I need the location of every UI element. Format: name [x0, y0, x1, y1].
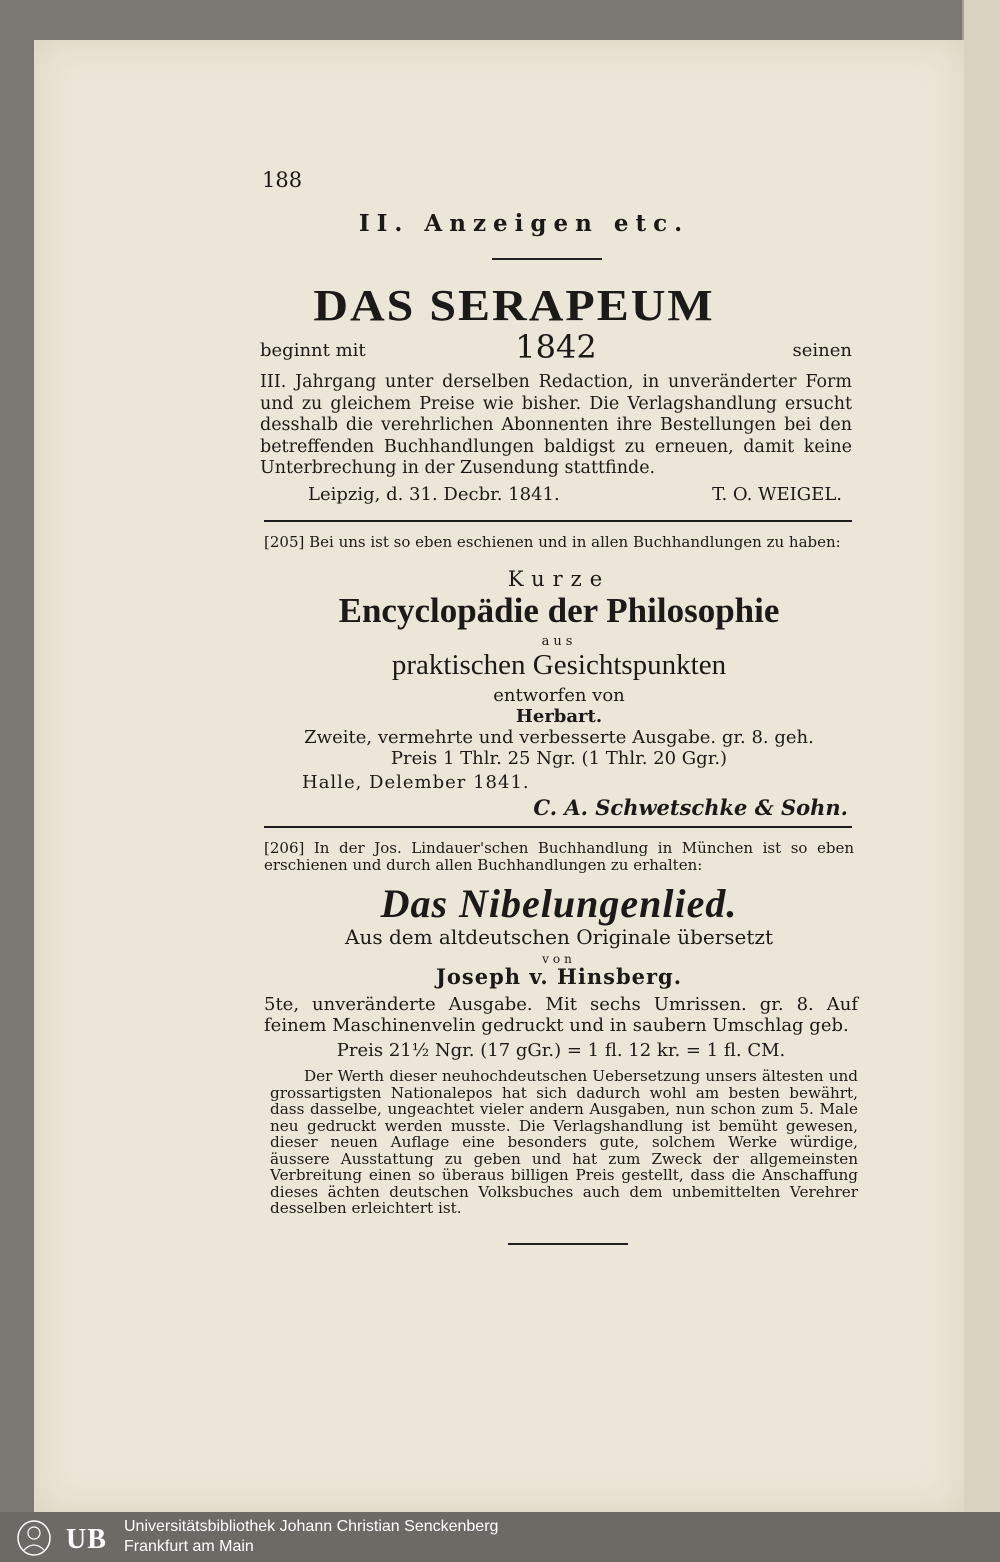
serapeum-year: 1842	[515, 328, 597, 366]
ad206-translator: Joseph v. Hinsberg.	[435, 964, 683, 989]
begins-right: seinen	[792, 340, 852, 361]
ad206-description: Der Werth dieser neuhochdeutschen Uebersetzung unsers ältesten und grossartigsten Nationalepos hat sich dadurch wohl am besten bewährt, dass dasselbe, ungeachtet vieler andern Ausgaben, nun schon zum 5. Male neu gedruckt werden musste. Die Verlagshandlung ist bemüht gewesen, dieser neuen Auflage eine besonders gute, solchem Werke würdige, äussere Ausstattung zu geben und hat zum Zweck der allgemeinsten Verbreitung einen so überaus billigen Preis gestellt, dass die Anschaffung dieses ächten deutschen Volksbuches auch dem unbemittelten Verehrer desselben erleichtert ist.	[270, 1067, 858, 1217]
ad205-subtitle: praktischen Gesichtspunkten	[391, 649, 727, 681]
end-divider	[508, 1243, 628, 1245]
ad206-intro: [206] In der Jos. Lindauer'schen Buchhandlung in München ist so eben erschienen und durch allen Buchhandlungen zu erhalten:	[264, 839, 854, 874]
ad205-intro: [205] Bei uns ist so eben eschienen und in allen Buchhandlungen zu haben:	[264, 533, 841, 551]
serapeum-body: III. Jahrgang unter derselben Redaction, in unveränderter Form und zu gleichem Preise wie bisher. Die Verlagshandlung ersucht desshalb die verehrlichen Abonnenten ihre Bestellungen bei den betreffenden Buchhandlungen baldigst zu erneuen, damit keine Unterbrechung in der Zusendung stattfinde.	[260, 372, 852, 478]
ad205-title: Encyclopädie der Philosophie	[338, 591, 780, 630]
divider	[264, 520, 852, 522]
ad205-edition: Zweite, vermehrte und verbesserte Ausgabe. gr. 8. geh.	[304, 727, 814, 748]
ad206-von: von	[542, 952, 576, 966]
heading-divider	[492, 258, 602, 260]
ad205-aus: aus	[541, 634, 577, 649]
serapeum-signature	[260, 484, 852, 508]
library-logo[interactable]	[12, 1520, 120, 1556]
ad206-title: Das Nibelungenlied.	[380, 881, 738, 926]
divider	[264, 826, 852, 828]
ad205-place-date: Halle, Delember 1841.	[302, 772, 530, 793]
section-heading: II. Anzeigen etc.	[358, 210, 690, 237]
facing-page-edge	[962, 0, 1000, 1512]
footer-bar	[0, 1512, 1000, 1562]
logo-text: UB	[66, 1524, 107, 1555]
document-page	[34, 40, 964, 1512]
library-name: Universitätsbibliothek Johann Christian Senckenberg	[124, 1518, 499, 1535]
ad205-kurze: Kurze	[507, 567, 611, 591]
ad205-entworfen: entworfen von	[493, 685, 625, 706]
portrait-icon	[12, 1520, 62, 1556]
serapeum-title: DAS SERAPEUM	[313, 281, 715, 330]
begins-left: beginnt mit	[260, 340, 366, 361]
page-number: 188	[262, 168, 303, 192]
serapeum-publisher: T. O. WEIGEL.	[712, 484, 842, 505]
serapeum-place-date: Leipzig, d. 31. Decbr. 1841.	[308, 484, 560, 505]
ad206-price: Preis 21½ Ngr. (17 gGr.) = 1 fl. 12 kr. = 1 fl. CM.	[336, 1040, 786, 1061]
serapeum-begins-row	[260, 328, 852, 366]
ad206-edition: 5te, unveränderte Ausgabe. Mit sechs Umrissen. gr. 8. Auf feinem Maschinenvelin gedruckt und in saubern Umschlag geb.	[264, 994, 858, 1036]
library-city: Frankfurt am Main	[124, 1538, 254, 1555]
ad205-price: Preis 1 Thlr. 25 Ngr. (1 Thlr. 20 Ggr.)	[390, 748, 728, 769]
ad205-author: Herbart.	[515, 706, 603, 727]
ad205-publisher: C. A. Schwetschke & Sohn.	[533, 795, 848, 820]
ad206-translated: Aus dem altdeutschen Originale übersetzt	[345, 925, 773, 949]
